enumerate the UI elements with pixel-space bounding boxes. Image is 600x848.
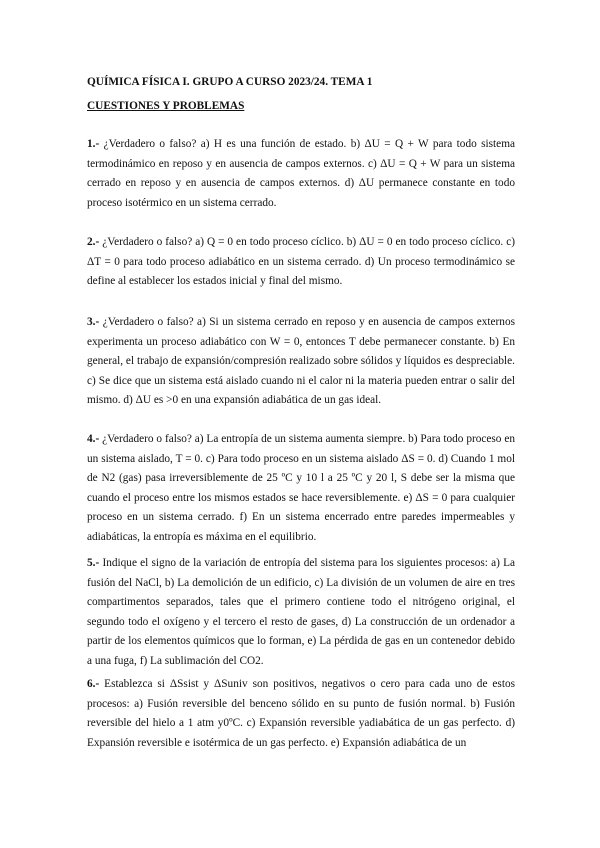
question-text: Establezca si ΔSsist y ΔSuniv son positivos, negativos o cero para cada uno de estos procesos: a) Fusión reversible del benceno sólido en su punto de fusión normal. b) Fusión reversible del hielo a 1 atm y0ºC. c) Expansión reversible yadiabática de un gas perfecto. d) Expansión reversible e isotérmica de un gas perfecto. e) Expansión adiabática de un	[87, 678, 515, 749]
question-text: ¿Verdadero o falso? a) Q = 0 en todo proceso cíclico. b) ΔU = 0 en todo proceso cíclico. c) ΔT = 0 para todo proceso adiabático en un sistema cerrado. d) Un proceso termodinámico se define al establecer los estados inicial y final del mismo.	[87, 236, 515, 287]
question-text: ¿Verdadero o falso? a) H es una función de estado. b) ΔU = Q + W para todo sistema termodinámico en reposo y en ausencia de campos externos. c) ΔU = Q + W para un sistema cerrado en reposo y en ausencia de campos externos. d) ΔU permanece constante en todo proceso isotérmico en un sistema cerrado.	[87, 138, 515, 209]
question-number: 3.-	[87, 316, 100, 328]
question-4	[87, 430, 515, 547]
question-text: ¿Verdadero o falso? a) La entropía de un sistema aumenta siempre. b) Para todo proceso en un sistema aislado, T = 0. c) Para todo proceso en un sistema aislado ΔS = 0. d) Cuando 1 mol de N2 (gas) pasa irreversiblemente de 25 ºC y 10 l a 25 ºC y 20 l, S debe ser la misma que cuando el proceso entre los mismos estados se hace reversiblemente. e) ΔS = 0 para cualquier proceso en un sistema cerrado. f) En un sistema encerrado entre paredes impermeables y adiabáticas, la entropía es máxima en el equilibrio.	[87, 433, 515, 543]
document-header	[87, 70, 527, 118]
question-3	[87, 313, 515, 411]
question-number: 4.-	[87, 433, 100, 445]
document-title: QUÍMICA FÍSICA I. GRUPO A CURSO 2023/24. TEMA 1	[87, 76, 373, 88]
question-2	[87, 233, 515, 292]
question-number: 1.-	[87, 138, 100, 150]
question-text: Indique el signo de la variación de entropía del sistema para los siguientes procesos: a) La fusión del NaCl, b) La demolición de un edificio, c) La división de un volumen de aire en tres compartimentos separados, tales que el primero contiene todo el nitrógeno original, el segundo todo el oxígeno y el tercero el resto de gases, d) La construcción de un ordenador a partir de los elementos químicos que lo forman, e) La pérdida de gas en un contenedor debido a una fuga, f) La sublimación del CO2.	[87, 557, 515, 667]
question-1	[87, 135, 515, 213]
question-number: 6.-	[87, 678, 100, 690]
question-5	[87, 554, 515, 671]
question-number: 5.-	[87, 557, 100, 569]
document-subtitle: CUESTIONES Y PROBLEMAS	[87, 100, 245, 112]
question-6	[87, 675, 515, 753]
question-number: 2.-	[87, 236, 100, 248]
question-text: ¿Verdadero o falso? a) Si un sistema cerrado en reposo y en ausencia de campos externos experimenta un proceso adiabático con W = 0, entonces T debe permanecer constante. b) En general, el trabajo de expansión/compresión realizado sobre sólidos y líquidos es despreciable. c) Se dice que un sistema está aislado cuando ni el calor ni la materia pueden entrar o salir del mismo. d) ΔU es >0 en una expansión adiabática de un gas ideal.	[87, 316, 515, 406]
